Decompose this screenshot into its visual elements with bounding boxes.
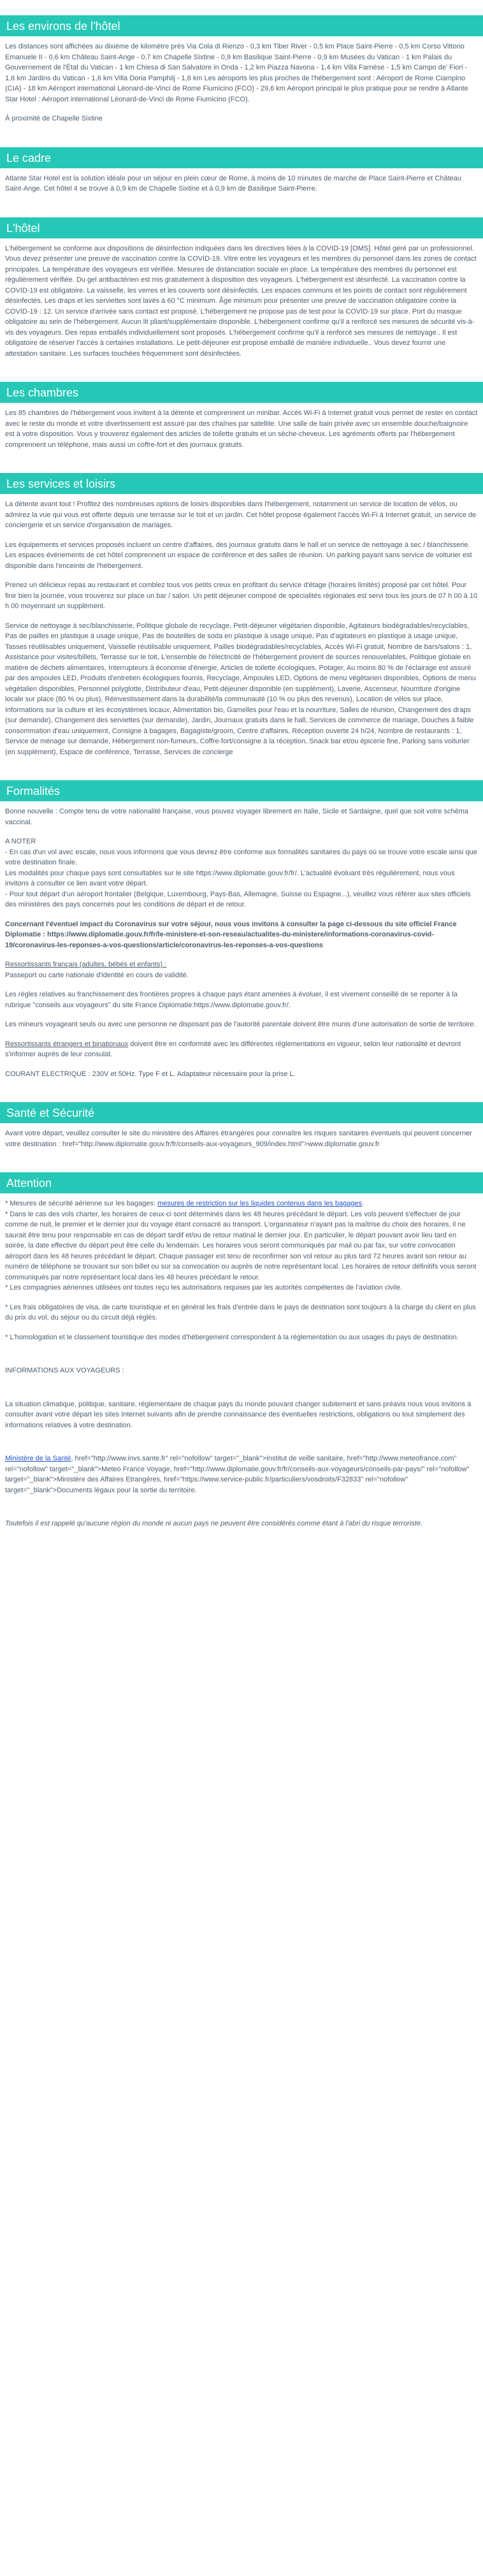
sites-paragraph: [5, 1453, 478, 1495]
ressortissants-fr-label: Ressortissants français (adultes, bébés et enfants) :: [5, 961, 167, 968]
diplomatie-notice: Concernant l'éventuel impact du Coronavirus sur votre séjour, nous vous invitons à consulter la page ci-dessous du site officiel France Diplomatie : https://www.diplomatie.gouv.fr/fr/le-ministere-et-son-reseau/actualites-du-ministere/informations-coronavirus-covid-19/coronavirus-les-reponses-a-vos-questions/article/coronavirus-les-reponses-a-vos-questions: [5, 920, 457, 949]
regles-frontieres: Les règles relatives au franchissement des frontières propres à chaque pays étant amenées à évoluer, il est vivement conseillé de se reporter à la rubrique "conseils aux voyageurs" du site France Diplomatie:https://www.diplomatie.gouv.fr/.: [5, 991, 458, 1009]
section-environs: [0, 15, 483, 124]
cadre-text: Atlante Star Hotel est la solution idéale pour un séjour en plein cœur de Rome, à moins de 10 minutes de marche de Place Saint-Pierre et Château Saint-Ange. Cet hôtel 4 se trouve à 0,9 km de Chapelle Sixtine et à 0,9 km de Basilique Saint-Pierre.: [5, 174, 462, 193]
bagages-paragraph: [5, 1198, 478, 1209]
chambres-text: Les 85 chambres de l'hébergement vous invitent à la détente et comprennent un minibar. Accès Wi-Fi à Internet gratuit vous permet de rester en contact avec le reste du monde et votre divertissement est assuré par des chaînes par satellite. Une salle de bain privée avec un ensemble douche/baignoire est à votre disposition. Vous y trouverez également des articles de toilette gratuits et un sèche-cheveux. Les agréments offerts par l'hébergement comprennent un téléphone, mais aussi un coffre-fort et des journaux gratuits.: [5, 409, 478, 449]
compagnies-text: * Les compagnies aériennes utilisées ont toutes reçu les autorisations requises par les autorités compétentes de l'aviation civile.: [5, 1284, 403, 1292]
section-formalites: [0, 780, 483, 1079]
terrorisme-text: Toutefois il est rappelé qu'aucune région du monde ni aucun pays ne peuvent être considérés comme étant à l'abri du risque terroriste.: [5, 1520, 423, 1527]
services-p2: Les équipements et services proposés incluent un centre d'affaires, des journaux gratuits dans le hall et un service de nettoyage à sec / blanchisserie. Les espaces événements de cet hôtel comprennent un espace de conférence et des salles de réunion. Un parking payant sans service de voiturier est disponible dans l'enceinte de l'hébergement.: [5, 541, 472, 570]
note-escale: - En cas d'un vol avec escale, nous vous informons que vous devrez être conforme aux formalités sanitaires du pays où se trouve votre escale ainsi que votre destination finale.: [5, 848, 477, 866]
section-title-services: Les services et loisirs: [0, 473, 483, 494]
services-p1: La détente avant tout ! Profitez des nombreuses options de loisirs disponibles dans l'hébergement, notamment un service de location de vélos, ou admirez la vue qui vous est offerte depuis une terrasse sur le toit et un jardin. Cet hôtel propose également l'accès Wi-Fi à Internet gratuit, un service de conciergerie et un service d'organisation de mariages.: [5, 500, 477, 529]
vols-charter-text: * Dans le cas des vols charter, les horaires de ceux-ci sont déterminés dans les 48 heures précédant le départ. Les vols peuvent s'effectuer de jour comme de nuit, le premier et le dernier jour du voyage étant consacré au transport. L'organisateur n'ayant pas la maîtrise du choix des horaires, il ne saurait être tenu pour responsable en cas de départ tardif et/ou de retour matinal le dernier jour. En particulier, le départ pouvant avoir lieu tard en soirée, la date effective du départ peut être celle du lendemain. Les horaires vous seront communiqués par mail ou par fax, sur votre convocation aéroport dans les 48 heures précédant le départ. Chaque passager est tenu de reconfirmer son vol retour au plus tard 72 heures avant son retour au numéro de téléphone se trouvant sur son billet ou sur sa convocation ou auprès de notre représentant local. Les horaires de retour définitifs vous seront communiqués par notre représentant local dans les 48 heures précédant le retour.: [5, 1210, 477, 1281]
section-hotel: [0, 217, 483, 360]
services-p3: Prenez un délicieux repas au restaurant et comblez tous vos petits creux en profitant du service d'étage (horaires limités) proposé par cet hôtel. Pour finir bien la journée, vous trouverez sur place un bar / salon. Un petit déjeuner composé de spécialités régionales est servi tous les jours de 07 h 00 à 10 h 00 moyennant un supplément.: [5, 581, 478, 610]
homologation-text: * L'homologation et le classement touristique des modes d'hébergement correspondent à la réglementation ou aux usages du pays de destination.: [5, 1333, 459, 1341]
sites-rest: , href="http://www.invs.sante.fr" rel="nofollow" target="_blank">Institut de veille sanitaire, href="http://www.meteofrance.com" rel="nofollow" target="_blank">Meteo France Voyage, href="http://www.diplomatie.gouv.fr/fr/conseils-aux-voyageurs/conseils-par-pays/" rel="nofollow" target="_blank">Ministère des Affaires Etrangères, href="https://www.service-public.fr/particuliers/vosdroits/F32833" rel="nofollow" target="_blank">Documents légaux pour la sortie du territoire.: [5, 1455, 470, 1494]
section-title-attention: Attention: [0, 1172, 483, 1193]
section-title-environs: Les environs de l'hôtel: [0, 15, 483, 36]
section-title-cadre: Le cadre: [0, 147, 483, 168]
ministere-sante-link[interactable]: Ministère de la Santé: [5, 1455, 71, 1462]
services-p4: Service de nettoyage à sec/blanchisserie, Politique globale de recyclage, Petit-déjeuner végétarien disponible, Agitateurs biodégradables/recyclables, Pas de pailles en plastique à usage unique, Pas de bouteilles de soda en plastique à usage unique, Pas d'agitateurs en plastique à usage unique, Tasses réutilisables uniquement, Vaisselle réutilisable uniquement, Pailles biodégradables/recyclables, Accès Wi-Fi gratuit, Nombre de bars/salons : 1, Assistance pour visites/billets, Terrasse sur le toit, L'ensemble de l'électricité de l'hébergement provient de sources renouvelables, Politique globale en matière de déchets alimentaires, Interrupteurs à économie d'énergie, Articles de toilette écologiques, Potager, Au moins 80 % de l'éclairage est assuré par des ampoules LED, Produits d'entretien écologiques fournis, Recyclage, Ampoules LED, Options de menu végétarien disponibles, Options de menu végétalien disponibles, Personnel polyglotte, Distributeur d'eau, Petit-déjeuner disponible (en supplément), Laverie, Ascenseur, Nourriture d'origine locale sur place (80 % ou plus), Réinvestissement dans la durabilité/la communauté (10 % ou plus des revenus), Location de vélos sur place, Informations sur la culture et les écosystèmes locaux, Alimentation bio, Gamelles pour l'eau et la nourriture, Salles de réunion, Changement des draps (sur demande), Changement des serviettes (sur demande), Jardin, Journaux gratuits dans le hall, Services de commerce de mariage, Douches à faible consommation d'eau uniquement, Consigne à bagages, Bagagiste/groom, Centre d'affaires, Réception ouverte 24 h/24, Nombre de restaurants : 1, Service de ménage sur demande, Hébergement non-fumeurs, Coffre-fort/consigne à la réception, Snack bar et/ou épicerie fine, Parking sans voiturier (en supplément), Espace de conférence, Terrasse, Services de concierge: [5, 622, 476, 756]
bagages-suffix: .: [362, 1200, 364, 1207]
note-modalites: Les modalités pour chaque pays sont consultables sur le site https://www.diplomatie.gouv.fr/fr/. L'actualité évoluant très régulièrement, nous vous invitons à consulter ce lien avant votre départ.: [5, 869, 455, 887]
section-attention: [0, 1172, 483, 1529]
section-cadre: [0, 147, 483, 194]
hotel-text: L'hébergement se conforme aux dispositions de désinfection indiquées dans les directives liées à la COVID-19 [OMS]. Hôtel géré par un professionnel. Vous devez présenter une preuve de vaccination contre la COVID-19. Vitre entre les voyageurs et les membres du personnel dans les zones de contact principales. La température des voyageurs est vérifiée. Mesures de distanciation sociale en place. La température des membres du personnel est régulièrement vérifiée. Du gel antibactérien est mis gratuitement à disposition des voyageurs. L'hébergement est désinfecté. La vaccination contre la COVID-19 est obligatoire. La vaisselle, les verres et les couverts sont désinfectés. Les espaces communs et les points de contact sont régulièrement désinfectés. Les draps et les serviettes sont lavés à 60 °C minimum. Âge minimum pour présenter une preuve de vaccination obligatoire contre la COVID-19 : 12. Un service d'arrivée sans contact est proposé. L'hébergement ne propose pas de test pour la COVID-19 sur place. Port du masque obligatoire au sein de l'hébergement. Aucun lit pliant/supplémentaire disponible. L'hébergement confirme qu'il a renforcé ses mesures de sécurité vis-à-vis des voyageurs. Des repas emballés individuellement sont proposés. L'hébergement confirme qu'il a renforcé ses mesures de nettoyage.. Il est obligatoire de réserver l'accès à certaines installations. Le petit-déjeuner est proposé emballé de manière individuelle.. Vous devez fournir une attestation sanitaire. Les surfaces touchées fréquemment sont désinfectées.: [5, 244, 477, 358]
proximite-text: À proximité de Chapelle Sixtine: [5, 115, 103, 122]
section-title-formalites: Formalités: [0, 780, 483, 801]
frais-text: * Les frais obligatoires de visa, de carte touristique et en général les frais d'entrée dans le pays de destination sont toujours à la charge du client en plus du prix du vol, du séjour ou du circuit déjà réglés.: [5, 1303, 476, 1321]
ressortissants-fr-text: Passeport ou carte nationale d'identité en cours de validité.: [5, 971, 189, 979]
etrangers-label: Ressortissants étrangers et binationaux: [5, 1040, 129, 1048]
mineurs-text: Les mineurs voyageant seuls ou avec une personne ne disposant pas de l'autorité parentale doivent être munis d'une autorisation de sortie de territoire.: [5, 1021, 476, 1028]
etrangers-text: doivent être en conformité avec les différentes réglementations en vigueur, selon leur nationalité et devront s'informer auprès de leur consulat.: [5, 1040, 461, 1058]
liquides-restriction-link[interactable]: mesures de restriction sur les liquides contenus dans les bagages: [157, 1200, 363, 1207]
infos-voyageurs-heading: INFORMATIONS AUX VOYAGEURS :: [5, 1367, 124, 1374]
section-title-hotel: L'hôtel: [0, 217, 483, 238]
section-title-sante: Santé et Sécurité: [0, 1102, 483, 1123]
situation-text: La situation climatique, politique, sanitaire, réglementaire de chaque pays du monde pouvant changer subitement et sans préavis nous vous invitons à consulter avant votre départ les sites Internet suivants afin de prendre connaissance des éventuelles restrictions, obligations ou tout simplement des informations relatives à votre destination.: [5, 1400, 472, 1429]
formalites-intro: Bonne nouvelle : Compte tenu de votre nationalité française, vous pouvez voyager librement en Italie, Sicile et Sardaigne, quel que soit votre schéma vaccinal.: [5, 808, 469, 826]
section-services: [0, 473, 483, 757]
bagages-prefix: * Mesures de sécurité aérienne sur les bagages:: [5, 1200, 158, 1207]
sante-text: Avant votre départ, veuillez consulter le site du ministère des Affaires étrangères pour connaître les risques sanitaires éventuels qui peuvent concerner votre destination : href="http://www.diplomatie.gouv.fr/fr/conseils-aux-voyageurs_909/index.html">www.diplomatie.gouv.fr: [5, 1130, 472, 1148]
etrangers-paragraph: [5, 1039, 478, 1060]
section-chambres: [0, 382, 483, 450]
section-title-chambres: Les chambres: [0, 382, 483, 403]
note-frontalier: - Pour tout départ d'un aéroport frontalier (Belgique, Luxembourg, Pays-Bas, Allemagne, Suisse ou Espagne...), veuillez vous référer aux sites officiels des ministères des pays concernés pour les conditions de départ et de retour.: [5, 890, 471, 908]
courant-electrique: COURANT ELECTRIQUE : 230V et 50Hz. Type F et L. Adaptateur nécessaire pour la prise L.: [5, 1070, 296, 1078]
note-heading: A NOTER: [5, 838, 36, 845]
distances-text: Les distances sont affichées au dixième de kilomètre près Via Cola di Rienzo - 0,3 km Tiber River - 0,5 km Place Saint-Pierre - 0,5 km Corso Vittorio Emanuele II - 0,6 km Château Saint-Ange - 0,7 km Chapelle Sixtine - 0,9 km Basilique Saint-Pierre - 0,9 km Musées du Vatican - 1 km Palais du Gouvernement de l'État du Vatican - 1 km Chiesa di San Salvatore in Onda - 1,2 km Piazza Navona - 1,4 km Villa Farnèse - 1,5 km Campo de' Fiori - 1,6 km Jardins du Vatican - 1,6 km Villa Doria Pamphilj - 1,6 km Les aéroports les plus proches de l'hébergement sont : Aéroport de Rome Ciampino (CIA) - 18 km Aéroport international Léonard-de-Vinci de Rome Fiumicino (FCO) - 29,6 km Aéroport principal le plus pratique pour se rendre à Atlante Star Hotel : Aéroport international Léonard-de-Vinci de Rome Fiumicino (FCO).: [5, 43, 468, 103]
section-sante: [0, 1102, 483, 1149]
